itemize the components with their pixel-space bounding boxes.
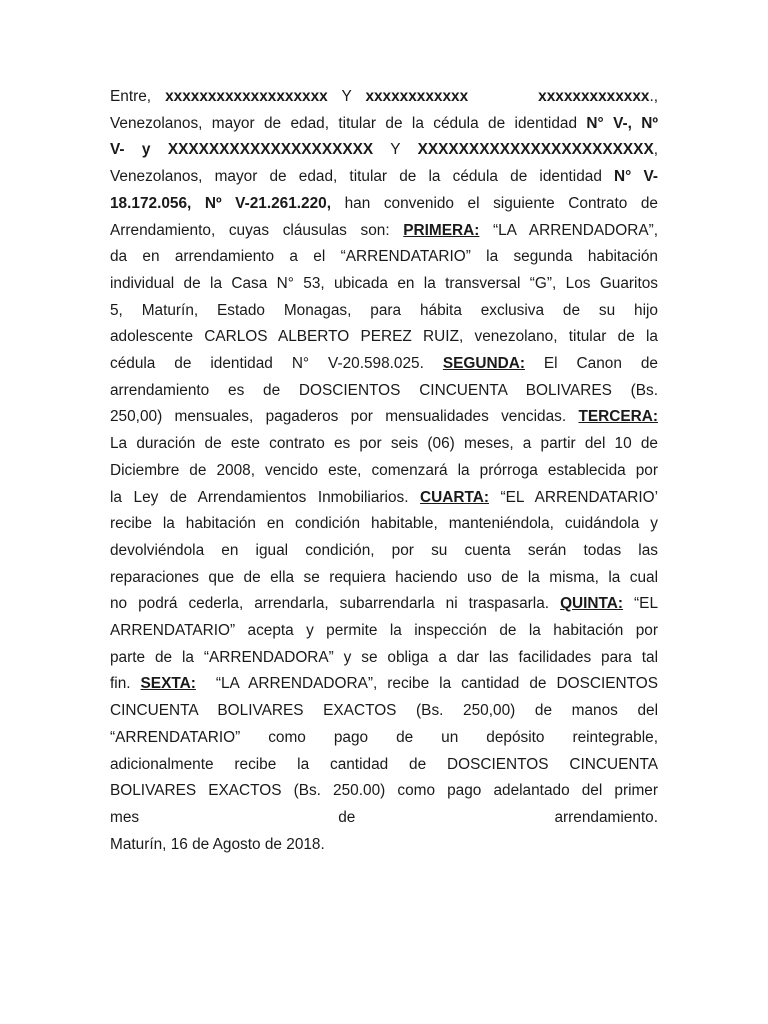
text-span: Venezolanos, mayor de edad, titular de la cédula de identidad (110, 114, 587, 132)
text-span: , (653, 141, 658, 159)
doc-line-9: 5, Maturín, Estado Monagas, para hábita exclusiva de su hijo (110, 301, 658, 319)
doc-line-23 (110, 671, 658, 698)
clause-heading-tercera: TERCERA: (578, 408, 658, 426)
text-span: no podrá cederla, arrendarla, subarrendarla ni traspasarla. (110, 595, 561, 613)
text-span: 250,00) mensuales, pagaderos por mensualidades vencidas. (110, 408, 579, 426)
date-place-line: Maturín, 16 de Agosto de 2018. (110, 835, 325, 853)
clause-heading-segunda: SEGUNDA: (442, 355, 525, 373)
doc-line-2 (110, 111, 658, 138)
doc-line-7: da en arrendamiento a el “ARRENDATARIO” la segunda habitación (110, 248, 658, 266)
text-span: Y (373, 141, 418, 159)
doc-line-20 (110, 591, 658, 618)
text-span: “EL (623, 595, 659, 613)
doc-line-15: Diciembre de 2008, vencido este, comenzará la prórroga establecida por (110, 461, 658, 479)
doc-line-17: recibe la habitación en condición habitable, manteniéndola, cuidándola y (110, 515, 658, 533)
clause-heading-cuarta: CUARTA: (420, 488, 489, 506)
doc-line-21: ARRENDATARIO” acepta y permite la inspección de la habitación por (110, 622, 658, 640)
doc-line-8: individual de la Casa N° 53, ubicada en la transversal “G”, Los Guaritos (110, 274, 658, 292)
doc-line-11 (110, 351, 658, 378)
party-name-placeholder: xxxxxxxxxxxx xxxxxxxxxxxxx (365, 88, 650, 105)
text-span: la Ley de Arrendamientos Inmobiliarios. (110, 488, 421, 506)
doc-line-5 (110, 191, 658, 218)
doc-line-12: arrendamiento es de DOSCIENTOS CINCUENTA BOLIVARES (Bs. (110, 381, 658, 399)
text-span: ., (649, 88, 659, 105)
doc-line-27: BOLIVARES EXACTOS (Bs. 250.00) como pago adelantado del primer (110, 782, 658, 800)
doc-line-18: devolviéndola en igual condición, por su cuenta serán todas las (110, 541, 658, 559)
doc-line-1 (110, 84, 658, 111)
doc-line-24: CINCUENTA BOLIVARES EXACTOS (Bs. 250,00) de manos del (110, 702, 658, 720)
doc-line-6 (110, 218, 658, 245)
text-span: cédula de identidad N° V-20.598.025. (110, 355, 443, 373)
text-span: Arrendamiento, cuyas cláusulas son: (110, 221, 404, 239)
clause-heading-quinta: QUINTA: (560, 595, 624, 613)
contract-document (110, 84, 658, 858)
doc-line-25: “ARRENDATARIO” como pago de un depósito reintegrable, (110, 728, 658, 746)
doc-line-10: adolescente CARLOS ALBERTO PEREZ RUIZ, venezolano, titular de la (110, 328, 658, 346)
party-name-placeholder: xxxxxxxxxxxxxxxxxxx (165, 88, 328, 105)
id-number: N° V-, Nº (586, 114, 659, 132)
party-name-placeholder: XXXXXXXXXXXXXXXXXXXXXXX (417, 141, 654, 159)
text-span: “EL ARRENDATARIO’ (488, 488, 658, 506)
doc-line-26: adicionalmente recibe la cantidad de DOSCIENTOS CINCUENTA (110, 755, 658, 773)
clause-heading-sexta: SEXTA: (140, 675, 196, 693)
id-number: 18.172.056, Nº V-21.261.220, (110, 194, 332, 212)
doc-line-4 (110, 164, 658, 191)
id-number: N° V- (614, 168, 658, 186)
party-name-placeholder: V- y XXXXXXXXXXXXXXXXXXXX (110, 141, 374, 159)
doc-line-19: reparaciones que de ella se requiera haciendo uso de la misma, la cual (110, 568, 658, 586)
text-span: El Canon de (524, 355, 658, 373)
doc-line-13 (110, 404, 658, 431)
clause-heading-primera: PRIMERA: (403, 221, 480, 239)
doc-line-16 (110, 485, 658, 512)
text-span: Y (327, 88, 366, 105)
doc-line-28: mes de arrendamiento. (110, 808, 658, 826)
text-span: “LA ARRENDADORA”, recibe la cantidad de DOSCIENTOS (195, 675, 658, 693)
doc-line-14: La duración de este contrato es por seis (06) meses, a partir del 10 de (110, 435, 658, 453)
text-span: “LA ARRENDADORA”, (479, 221, 658, 239)
doc-line-22: parte de la “ARRENDADORA” y se obliga a dar las facilidades para tal (110, 648, 658, 666)
text-span: Entre, (110, 88, 166, 105)
text-span: fin. (110, 675, 141, 693)
text-span: Venezolanos, mayor de edad, titular de la cédula de identidad (110, 168, 615, 186)
doc-line-3 (110, 137, 658, 164)
text-span: han convenido el siguiente Contrato de (331, 194, 658, 212)
